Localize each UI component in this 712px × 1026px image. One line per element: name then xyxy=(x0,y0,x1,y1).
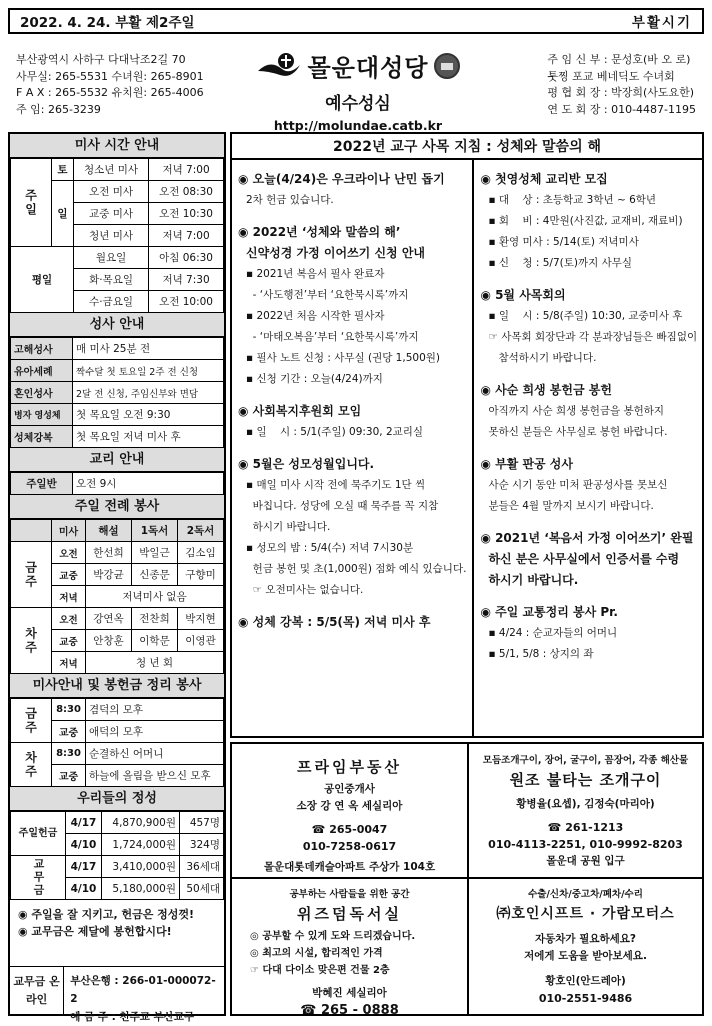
next-week-label: 차주 xyxy=(11,608,52,674)
fax-line: F A X : 265-5532 유치원: 265-4006 xyxy=(16,86,204,99)
staff-info xyxy=(547,52,696,118)
mass-name: 청소년 미사 xyxy=(74,159,149,181)
ad-owner: 황병율(요셉), 김정숙(마리아) xyxy=(516,798,655,810)
mass-time: 저녁 7:00 xyxy=(149,225,224,247)
masthead xyxy=(8,44,704,132)
ad-owner: 박혜진 세실리아 xyxy=(312,987,387,999)
mass-slot: 오전 xyxy=(52,608,86,630)
phone-line: 사무실: 265-5531 수녀원: 265-8901 xyxy=(16,69,204,83)
catechism-table xyxy=(10,472,224,495)
notice-block xyxy=(238,611,466,633)
season-label: 부활시기 xyxy=(631,15,692,31)
ad-real-estate xyxy=(232,756,467,876)
server-name: 한선희 xyxy=(86,542,132,564)
sacrament-info: 매 미사 25분 전 xyxy=(73,338,224,360)
offering-amount: 3,410,000원 xyxy=(102,856,180,878)
mass-times-heading: 미사 시간 안내 xyxy=(10,134,224,158)
ad-line: 공인중개사 xyxy=(324,783,375,795)
guide-table xyxy=(10,698,224,787)
ads-section xyxy=(230,742,704,1016)
church-logo-icon xyxy=(256,51,302,81)
left-column xyxy=(8,132,226,1023)
notice-line: 하시기 바랍니다. xyxy=(246,521,331,533)
notice-line: ▪ 2022년 처음 시작한 필사자 xyxy=(246,310,385,322)
server-note: 청 년 회 xyxy=(86,652,224,674)
notice-title: ◉ 성체 강복 : 5/5(목) 저녁 미사 후 xyxy=(238,615,431,629)
church-subtitle: 예수성심 xyxy=(325,94,391,114)
server-name: 박일근 xyxy=(132,542,178,564)
sacrament-name: 유아세례 xyxy=(11,360,73,382)
sacrament-name: 병자 영성체 xyxy=(11,404,73,426)
offering-notice xyxy=(10,900,224,946)
guide-slot: 교중 xyxy=(52,721,86,743)
account-label: 교무금 온라인 xyxy=(10,967,64,1014)
notice-block xyxy=(480,168,697,274)
notice-line: ▪ 신청 기간 : 오늘(4/24)까지 xyxy=(246,373,383,385)
notice-block xyxy=(480,284,697,369)
sacraments-table xyxy=(10,337,224,448)
sacraments-heading: 성사 안내 xyxy=(10,313,224,337)
guide-slot: 8:30 xyxy=(52,699,86,721)
mass-time: 오전 10:00 xyxy=(149,291,224,313)
ad-line: ◎ 공부할 수 있게 도와 드리겠습니다. xyxy=(250,931,416,942)
notice-line: 바칩니다. 성당에 오실 때 묵주를 꼭 지참 xyxy=(246,500,439,512)
mass-time: 오전 08:30 xyxy=(149,181,224,203)
notice-line: ▪ 환영 미사 : 5/14(토) 저녁미사 xyxy=(488,236,639,248)
sacrament-info: 2달 전 신청, 주임신부와 면담 xyxy=(73,382,224,404)
ad-tag: 공부하는 사람들을 위한 공간 xyxy=(289,889,410,900)
contact-info xyxy=(16,52,204,118)
church-name: 몰운대성당 xyxy=(307,54,429,82)
notice-line: ◉ 교무금은 제달에 봉헌합시다! xyxy=(18,925,172,938)
notice-line: 사순 시기 동안 미처 판공성사를 못보신 xyxy=(488,479,668,491)
mass-time: 오전 10:30 xyxy=(149,203,224,225)
news-column-right xyxy=(474,160,703,736)
ad-tag: 모듬조개구이, 장어, 굴구이, 꼼장어, 각종 해산물 xyxy=(482,755,689,766)
mass-times-table xyxy=(10,158,224,313)
next-week-label: 차주 xyxy=(11,743,52,787)
pastor-phone-line: 주 임: 265-3239 xyxy=(16,102,101,116)
offering-table xyxy=(10,811,224,900)
this-week-label: 금주 xyxy=(11,542,52,608)
ad-phone: ☎ 265 - 0888 xyxy=(300,1003,399,1018)
notice-block xyxy=(480,453,697,517)
server-name: 이영관 xyxy=(178,630,224,652)
mass-name: 청년 미사 xyxy=(74,225,149,247)
guide-slot: 교중 xyxy=(52,765,86,787)
notice-title: ◉ 사순 희생 봉헌금 봉헌 xyxy=(480,383,612,397)
notice-block xyxy=(480,527,697,591)
ad-line: 저에게 도움을 받아보세요. xyxy=(524,950,647,962)
sacrament-name: 혼인성사 xyxy=(11,382,73,404)
account-bank: 부산은행 : 266-01-000072-2 xyxy=(70,975,216,1005)
ad-clam-restaurant xyxy=(469,752,702,870)
notice-title: ◉ 2021년 ‘복음서 가정 이어쓰기’ 완필 xyxy=(480,531,694,545)
notice-block xyxy=(238,400,466,443)
notice-line: ▪ 일 시 : 5/1(주일) 09:30, 2교리실 xyxy=(246,426,424,438)
notice-line: 하신 분은 사무실에서 인증서를 수령 xyxy=(488,552,680,566)
mass-slot: 저녁 xyxy=(52,652,86,674)
col-header: 2독서 xyxy=(178,520,224,542)
server-name: 박강균 xyxy=(86,564,132,586)
ad-study-room xyxy=(232,886,467,1019)
notice-line: 분들은 4월 말까지 보시기 바랍니다. xyxy=(488,500,654,512)
school-offering-label: 교무금 xyxy=(11,856,66,900)
sunday-label: 주일 xyxy=(11,159,52,247)
notice-line: ▪ 신 청 : 5/7(토)까지 사무실 xyxy=(488,257,633,269)
notice-block xyxy=(238,168,466,211)
offering-date: 4/10 xyxy=(66,878,102,900)
servers-heading: 주일 전례 봉사 xyxy=(10,495,224,519)
notice-line: ▪ 5/1, 5/8 : 상지의 좌 xyxy=(488,648,594,660)
offering-date: 4/17 xyxy=(66,812,102,834)
offering-date: 4/17 xyxy=(66,856,102,878)
notice-line: 참석하시기 바랍니다. xyxy=(488,352,597,364)
col-header: 미사 xyxy=(52,520,86,542)
notice-line: ▪ 매일 미사 시작 전에 묵주기도 1단 씩 xyxy=(246,479,426,491)
offering-count: 324명 xyxy=(180,834,224,856)
mass-slot: 교중 xyxy=(52,630,86,652)
ad-line: 소장 강 연 옥 세실리아 xyxy=(296,800,403,812)
mass-slot: 저녁 xyxy=(52,586,86,608)
sacrament-name: 고해성사 xyxy=(11,338,73,360)
notice-title: ◉ 5월은 성모성월입니다. xyxy=(238,457,375,471)
saturday-label: 토 xyxy=(52,159,74,181)
this-week-label: 금주 xyxy=(11,699,52,743)
pastoral-theme-title: 2022년 교구 사목 지침 : 성체와 말씀의 해 xyxy=(232,134,702,160)
mass-name: 월요일 xyxy=(74,247,149,269)
mass-time: 저녁 7:00 xyxy=(149,159,224,181)
notice-line: 아직까지 사순 희생 봉헌금을 봉헌하지 xyxy=(488,405,665,417)
sunday-day-label: 일 xyxy=(52,181,74,247)
blank-cell xyxy=(11,520,52,542)
notice-line: 하시기 바랍니다. xyxy=(488,573,579,587)
guide-group: 순결하신 어머니 xyxy=(86,743,224,765)
server-name: 안창훈 xyxy=(86,630,132,652)
notice-block xyxy=(480,379,697,443)
news-section xyxy=(230,132,704,738)
ad-tag: 수출/신차/중고차/폐차/수리 xyxy=(528,889,643,900)
notice-title: ◉ 2022년 ‘성체와 말씀의 해’ xyxy=(238,225,401,239)
ad-phone: ☎ 265-0047 xyxy=(311,823,388,836)
notice-line: 헌금 봉헌 및 초(1,000원) 점화 예식 있습니다. xyxy=(246,563,467,575)
notice-title: ◉ 첫영성체 교리반 모집 xyxy=(480,172,608,186)
notice-line: ☞ 사목회 회장단과 각 분과장님들은 빠짐없이 xyxy=(488,331,698,343)
notice-line: 2차 헌금 있습니다. xyxy=(246,194,334,206)
notice-line: ☞ 오전미사는 없습니다. xyxy=(246,584,364,596)
online-account xyxy=(10,966,224,1023)
staff-line: 툿찡 포교 베네딕도 수녀회 xyxy=(547,69,675,83)
mass-slot: 교중 xyxy=(52,564,86,586)
mass-name: 오전 미사 xyxy=(74,181,149,203)
catechism-heading: 교리 안내 xyxy=(10,448,224,472)
offering-amount: 4,870,900원 xyxy=(102,812,180,834)
offering-amount: 1,724,000원 xyxy=(102,834,180,856)
mass-slot: 오전 xyxy=(52,542,86,564)
offering-count: 36세대 xyxy=(180,856,224,878)
server-name: 강연옥 xyxy=(86,608,132,630)
address-line: 부산광역시 사하구 다대낙조2길 70 xyxy=(16,53,186,66)
mass-name: 화·목요일 xyxy=(74,269,149,291)
ad-car-dealer xyxy=(469,886,702,1007)
staff-line: 연 도 회 장 : 010-4487-1195 xyxy=(547,102,696,116)
weekday-label: 평일 xyxy=(11,247,74,313)
ad-line: 자동차가 필요하세요? xyxy=(534,933,637,945)
notice-title: ◉ 주일 교통정리 봉사 Pr. xyxy=(480,605,618,619)
notice-line: 신약성경 가정 이어쓰기 신청 안내 xyxy=(246,246,426,260)
guide-slot: 8:30 xyxy=(52,743,86,765)
ad-title: 원조 불타는 조개구이 xyxy=(509,771,662,789)
notice-line: - ‘마태오복음’부터 ‘요한묵시록’까지 xyxy=(246,331,419,343)
guide-group: 겸덕의 모후 xyxy=(86,699,224,721)
ad-line: ☞ 다대 다이소 맞은편 건물 2층 xyxy=(250,965,390,976)
issue-date: 2022. 4. 24. 부활 제2주일 xyxy=(20,15,195,31)
staff-line: 주 임 신 부 : 문성호(바 오 로) xyxy=(547,53,691,66)
notice-line: ▪ 필사 노트 신청 : 사무실 (권당 1,500원) xyxy=(246,352,440,364)
sacrament-name: 성체강복 xyxy=(11,426,73,448)
sacrament-info: 짝수달 첫 토요일 2주 전 신청 xyxy=(73,360,224,382)
notice-line: ▪ 성모의 밤 : 5/4(수) 저녁 7시30분 xyxy=(246,542,414,554)
mass-time: 저녁 7:30 xyxy=(149,269,224,291)
offering-amount: 5,180,000원 xyxy=(102,878,180,900)
bulletin-page xyxy=(8,8,704,1023)
notice-block xyxy=(238,221,466,390)
notice-block xyxy=(238,453,466,601)
notice-title: ◉ 5월 사목회의 xyxy=(480,288,566,302)
offering-count: 457명 xyxy=(180,812,224,834)
notice-title: ◉ 오늘(4/24)은 우크라이나 난민 돕기 xyxy=(238,172,445,186)
ad-title: ㈜호인시프트 · 가람모터스 xyxy=(496,906,675,922)
church-brand xyxy=(243,48,473,133)
notice-line: ▪ 2021년 복음서 필사 완료자 xyxy=(246,268,385,280)
ad-phone: ☎ 261-1213 xyxy=(547,821,624,834)
col-header: 해설 xyxy=(86,520,132,542)
guide-heading: 미사안내 및 봉헌금 정리 봉사 xyxy=(10,674,224,698)
notice-title: ◉ 사회복지후원회 모임 xyxy=(238,404,362,418)
ad-owner: 황호인(안드레아) xyxy=(545,975,626,987)
mass-name: 수·금요일 xyxy=(74,291,149,313)
server-name: 신종문 xyxy=(132,564,178,586)
news-column-left xyxy=(232,160,474,736)
servers-table xyxy=(10,519,224,674)
staff-line: 평 협 회 장 : 박장희(사도요한) xyxy=(547,86,695,99)
server-name: 전찬희 xyxy=(132,608,178,630)
ad-address: 몰운대 공원 입구 xyxy=(546,855,625,867)
server-note: 저녁미사 없음 xyxy=(86,586,224,608)
catechism-label: 주일반 xyxy=(11,473,73,495)
notice-title: ◉ 부활 판공 성사 xyxy=(480,457,573,471)
mass-name: 교중 미사 xyxy=(74,203,149,225)
church-url: http://molundae.catb.kr xyxy=(273,118,443,133)
col-header: 1독서 xyxy=(132,520,178,542)
notice-line: ▪ 회 비 : 4만원(사진값, 교재비, 재료비) xyxy=(488,215,683,227)
sacrament-info: 첫 목요일 저녁 미사 후 xyxy=(73,426,224,448)
notice-line: ▪ 4/24 : 순교자들의 어머니 xyxy=(488,627,618,639)
offering-date: 4/10 xyxy=(66,834,102,856)
parish-seal-icon xyxy=(434,53,460,79)
server-name: 김소임 xyxy=(178,542,224,564)
ad-address: 몰운대롯데캐슬아파트 주상가 104호 xyxy=(263,861,436,873)
notice-block xyxy=(480,601,697,665)
guide-group: 하늘에 올림을 받으신 모후 xyxy=(86,765,224,787)
server-name: 구향미 xyxy=(178,564,224,586)
ad-phone: 010-2551-9486 xyxy=(538,992,633,1005)
ad-phone: 010-4113-2251, 010-9992-8203 xyxy=(488,838,683,851)
notice-line: ▪ 대 상 : 초등학교 3학년 ~ 6학년 xyxy=(488,194,657,206)
guide-group: 애덕의 모후 xyxy=(86,721,224,743)
server-name: 이학문 xyxy=(132,630,178,652)
top-bar xyxy=(8,8,704,34)
sunday-offering-label: 주일헌금 xyxy=(11,812,66,856)
offering-count: 50세대 xyxy=(180,878,224,900)
ad-title: 프라임부동산 xyxy=(297,758,402,776)
sacrament-info: 첫 목요일 오전 9:30 xyxy=(73,404,224,426)
ad-phone: 010-7258-0617 xyxy=(302,840,397,853)
notice-line: ▪ 일 시 : 5/8(주일) 10:30, 교중미사 후 xyxy=(488,310,683,322)
notice-line: - ‘사도행전’부터 ‘요한묵시록’까지 xyxy=(246,289,409,301)
server-name: 박지현 xyxy=(178,608,224,630)
catechism-time: 오전 9시 xyxy=(73,473,224,495)
notice-line: 못하신 분들은 사무실로 봉헌 바랍니다. xyxy=(488,426,668,438)
offering-heading: 우리들의 정성 xyxy=(10,787,224,811)
account-holder: 예 금 주 : 천주교 부산교구 xyxy=(70,1011,195,1023)
notice-line: ◉ 주일을 잘 지키고, 헌금은 정성껏! xyxy=(18,908,195,921)
ad-title: 위즈덤독서실 xyxy=(297,905,402,923)
ad-line: ◎ 최고의 시설, 합리적인 가격 xyxy=(250,948,383,959)
mass-time: 아침 06:30 xyxy=(149,247,224,269)
